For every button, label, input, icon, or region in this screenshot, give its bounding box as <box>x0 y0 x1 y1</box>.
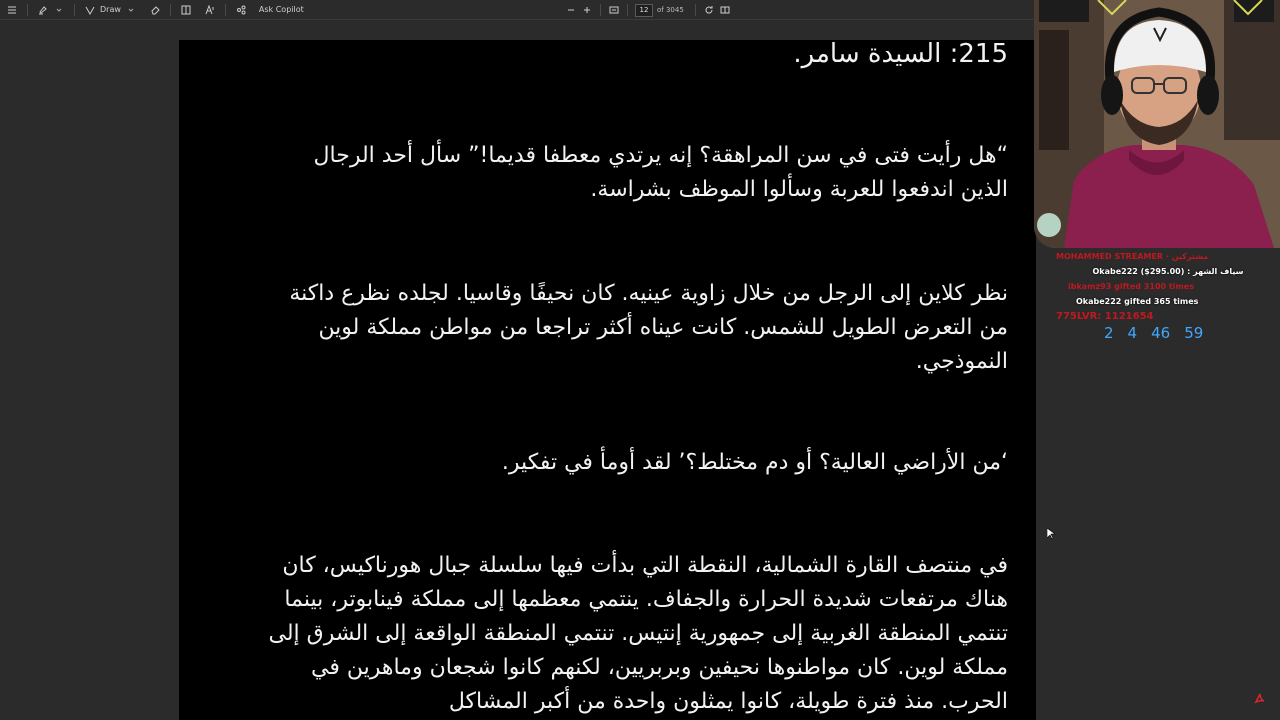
webcam-overlay <box>1034 0 1280 248</box>
mouse-cursor-icon <box>1047 528 1055 540</box>
ask-copilot-label: Ask Copilot <box>258 5 304 14</box>
chapter-heading: 215: السيدة سامر. <box>793 40 1008 69</box>
contents-button[interactable] <box>0 0 24 20</box>
eraser-button[interactable] <box>143 0 167 20</box>
toolbar-divider <box>74 4 75 16</box>
text-box-icon <box>180 4 192 16</box>
alert-line: Okabe222 ($295.00) : سياف الشهر <box>1092 267 1244 276</box>
chevron-down-icon <box>53 4 65 16</box>
toolbar-divider <box>225 4 226 16</box>
page-total: of 3045 <box>657 6 684 14</box>
chevron-down-icon <box>125 4 137 16</box>
stream-alerts <box>1056 249 1280 324</box>
paragraph: ‘من الأراضي العالية؟ أو دم مختلط؟’ لقد أومأ في تفكير. <box>501 450 1008 475</box>
zoom-out-icon[interactable] <box>565 4 577 16</box>
stream-counters <box>1104 324 1217 342</box>
counter-value: 4 <box>1127 324 1138 342</box>
toolbar-divider <box>170 4 171 16</box>
paragraph: “هل رأيت فتى في سن المراهقة؟ إنه يرتدي معطفا قديما!” سأل أحد الرجال الذين اندفعوا للعربة وسألوا الموظف بشراسة. <box>313 143 1008 202</box>
ask-copilot-button[interactable] <box>253 0 310 20</box>
alert-line: Okabe222 gifted 365 times <box>1076 297 1199 306</box>
toolbar-divider <box>600 4 601 16</box>
page-navigation <box>565 0 731 20</box>
zoom-in-icon[interactable] <box>581 4 593 16</box>
fit-page-icon[interactable] <box>608 4 620 16</box>
paragraph: في منتصف القارة الشمالية، النقطة التي بدأت فيها سلسلة جبال هورناكيس، كان هناك مرتفعات شديدة الحرارة والجفاف. ينتمي معظمها إلى مملكة فينابوتر، بينما تنتمي المنطقة الغربية إلى جمهورية إنتيس. تنتمي المنطقة الواقعة إلى الشرق إلى مملكة لوين. كان مواطنوها نحيفين وبربريين، لكنهم كانوا شجعان وماهرين في الحرب. منذ فترة طويلة، كانوا يمثلون واحدة من أكبر المشاكل <box>268 553 1008 714</box>
toolbar-divider <box>627 4 628 16</box>
rotate-icon[interactable] <box>703 4 715 16</box>
list-icon <box>6 4 18 16</box>
counter-value: 59 <box>1184 324 1204 342</box>
toolbar-divider <box>695 4 696 16</box>
draw-label: Draw <box>100 5 121 14</box>
highlighter-icon <box>37 4 49 16</box>
eraser-icon <box>149 4 161 16</box>
paragraph: نظر كلاين إلى الرجل من خلال زاوية عينيه. كان نحيفًا وقاسيا. لجلده نظرع داكنة من التعرض الطويل للشمس. كانت عيناه أكثر تراجعا من مواطن مملكة لوين النموذجي. <box>289 281 1008 374</box>
alert-line: ibkamz93 gifted 3100 times <box>1068 282 1194 291</box>
alert-line: 775LVR: 1121654 <box>1056 311 1154 322</box>
page-number-input[interactable]: 12 <box>635 4 653 17</box>
share-button[interactable] <box>229 0 253 20</box>
acrobat-icon[interactable] <box>1254 692 1266 704</box>
toolbar-divider <box>27 4 28 16</box>
read-aloud-icon <box>204 4 216 16</box>
read-aloud-button[interactable] <box>198 0 222 20</box>
share-icon <box>235 4 247 16</box>
counter-value: 2 <box>1104 324 1114 342</box>
draw-button[interactable] <box>78 0 143 20</box>
counter-value: 46 <box>1151 324 1171 342</box>
two-page-icon[interactable] <box>719 4 731 16</box>
draw-icon <box>84 4 96 16</box>
highlight-button[interactable] <box>31 0 71 20</box>
streamer-camera-image <box>1034 0 1280 248</box>
pdf-page <box>179 40 1036 720</box>
text-box-button[interactable] <box>174 0 198 20</box>
alert-line: MOHAMMED STREAMER · مشتركين <box>1056 252 1209 261</box>
